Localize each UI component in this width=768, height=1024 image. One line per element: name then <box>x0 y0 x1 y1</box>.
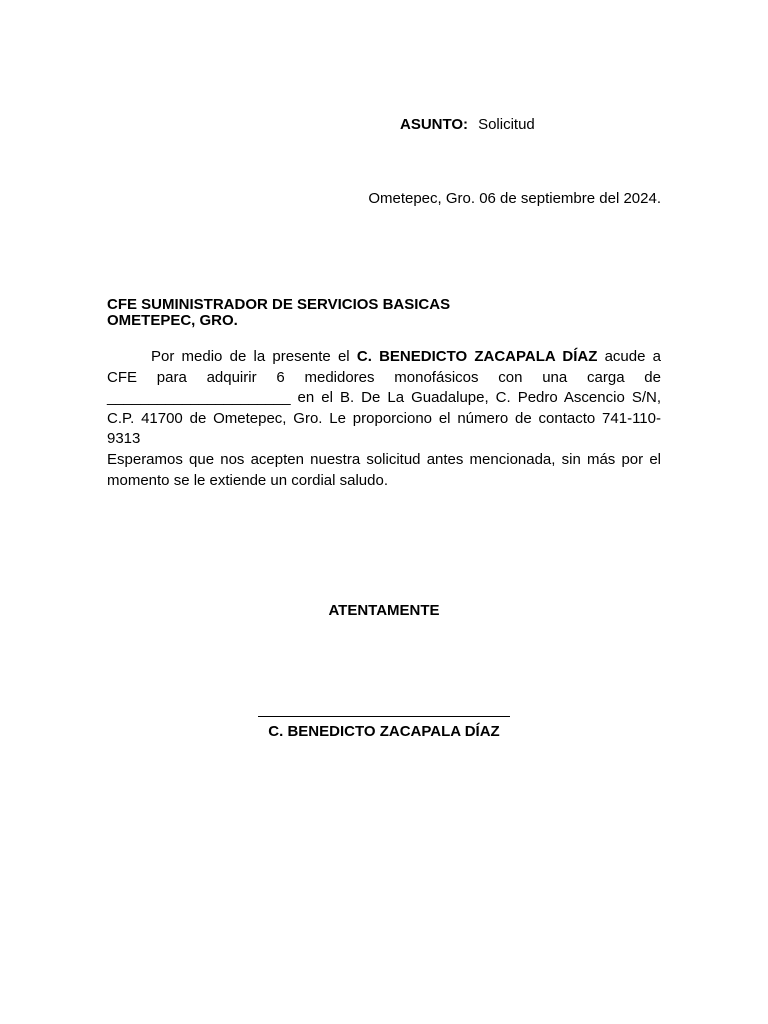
body-paragraph-request <box>107 347 661 450</box>
signer-name: C. BENEDICTO ZACAPALA DÍAZ <box>268 723 500 740</box>
subject-value: Solicitud <box>478 116 535 133</box>
subject-label: ASUNTO: <box>400 116 469 133</box>
date-place-line: Ometepec, Gro. 06 de septiembre del 2024. <box>368 190 661 207</box>
subject-line <box>400 116 535 133</box>
recipient-block <box>107 297 450 329</box>
recipient-name: CFE SUMINISTRADOR DE SERVICIOS BASICAS <box>107 296 451 313</box>
body-paragraph-closing: Esperamos que nos acepten nuestra solicitud antes mencionada, sin más por el momento se le extiende un cordial saludo. <box>107 451 661 489</box>
signature-line <box>258 716 510 717</box>
recipient-location: OMETEPEC, GRO. <box>107 312 238 329</box>
request-intro: Por medio de la presente el <box>151 348 357 365</box>
request-details: acude a CFE para adquirir 6 medidores monofásicos con una carga de ______________________ en el B. De La Guadalupe, C. Pedro Ascencio S/N, C.P. 41700 de Ometepec, Gro. Le proporciono el número de contacto 741-110-9313 <box>107 348 662 447</box>
requester-name: C. BENEDICTO ZACAPALA DÍAZ <box>356 348 598 365</box>
closing-salutation: ATENTAMENTE <box>328 602 440 619</box>
